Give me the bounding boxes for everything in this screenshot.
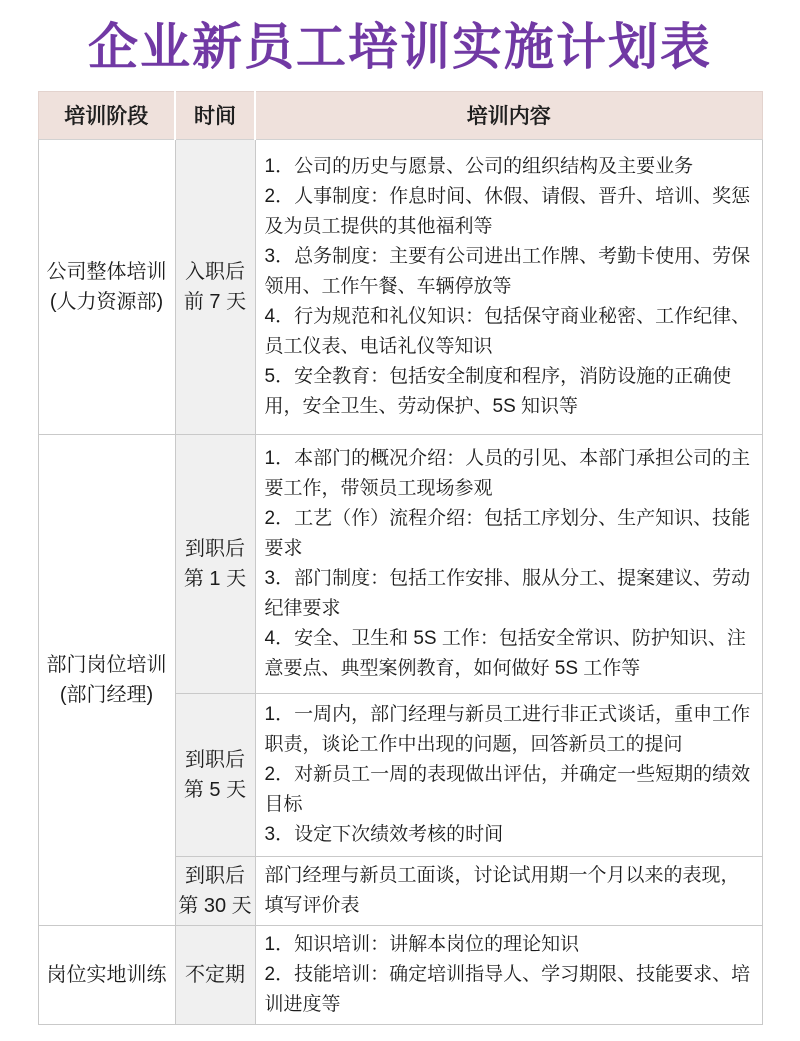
time-line: 前 7 天: [183, 290, 247, 313]
stage-subline: (部门经理): [59, 683, 154, 706]
content-item: 1．知识培训：讲解本岗位的理论知识: [264, 933, 580, 955]
time-line: 到职后: [185, 537, 245, 560]
col-header-stage: 培训阶段: [38, 91, 175, 139]
table-row: [38, 139, 762, 434]
stage-cell-department-training: [38, 434, 175, 925]
time-cell: [175, 139, 255, 434]
content-item: 5．安全教育：包括安全制度和程序，消防设施的正确使用，安全卫生、劳动保护、5S 知识等: [264, 365, 732, 417]
time-line: 到职后: [185, 748, 245, 771]
content-cell: [255, 693, 762, 856]
stage-cell-onsite-training: [38, 925, 175, 1024]
content-item: 1．本部门的概况介绍：人员的引见、本部门承担公司的主要工作，带领员工现场参观: [264, 447, 751, 499]
content-item: 3．总务制度：主要有公司进出工作牌、考勤卡使用、劳保领用、工作午餐、车辆停放等: [264, 245, 751, 297]
time-line: 第 30 天: [178, 894, 252, 917]
content-cell: [255, 925, 762, 1024]
time-cell: [175, 434, 255, 693]
stage-subline: (人力资源部): [49, 290, 164, 313]
content-item: 部门经理与新员工面谈，讨论试用期一个月以来的表现，填写评价表: [264, 864, 740, 916]
content-item: 2．技能培训：确定培训指导人、学习期限、技能要求、培训进度等: [264, 963, 751, 1015]
content-cell: [255, 856, 762, 925]
time-line: 不定期: [185, 963, 245, 986]
content-item: 4．行为规范和礼仪知识：包括保守商业秘密、工作纪律、员工仪表、电话礼仪等知识: [264, 305, 751, 357]
content-item: 3．设定下次绩效考核的时间: [264, 823, 504, 845]
table-row: [38, 434, 762, 693]
stage-line: 岗位实地训练: [46, 963, 167, 986]
time-cell: [175, 856, 255, 925]
content-item: 2．人事制度：作息时间、休假、请假、晋升、培训、奖惩及为员工提供的其他福利等: [264, 185, 751, 237]
table-row: [38, 925, 762, 1024]
stage-line: 部门岗位培训: [46, 653, 167, 676]
content-item: 1．公司的历史与愿景、公司的组织结构及主要业务: [264, 155, 694, 177]
time-line: 入职后: [185, 260, 245, 283]
content-item: 2．对新员工一周的表现做出评估，并确定一些短期的绩效目标: [264, 763, 751, 815]
time-line: 第 5 天: [183, 778, 247, 801]
time-cell: [175, 925, 255, 1024]
content-cell: [255, 139, 762, 434]
content-item: 1．一周内，部门经理与新员工进行非正式谈话，重申工作职责，谈论工作中出现的问题，回答新员工的提问: [264, 703, 751, 755]
content-item: 4．安全、卫生和 5S 工作：包括安全常识、防护知识、注意要点、典型案例教育，如何做好 5S 工作等: [264, 627, 746, 679]
time-cell: [175, 693, 255, 856]
time-line: 到职后: [185, 864, 245, 887]
content-cell: [255, 434, 762, 693]
stage-cell-company-training: [38, 139, 175, 434]
col-header-content: 培训内容: [255, 91, 762, 139]
content-item: 2．工艺（作）流程介绍：包括工序划分、生产知识、技能要求: [264, 507, 751, 559]
training-plan-table: [38, 91, 763, 1025]
content-item: 3．部门制度：包括工作安排、服从分工、提案建议、劳动纪律要求: [264, 567, 751, 619]
stage-line: 公司整体培训: [46, 260, 167, 283]
col-header-time: 时间: [175, 91, 255, 139]
page-title: 企业新员工培训实施计划表: [88, 19, 712, 75]
header-row: [38, 91, 762, 139]
time-line: 第 1 天: [183, 567, 247, 590]
